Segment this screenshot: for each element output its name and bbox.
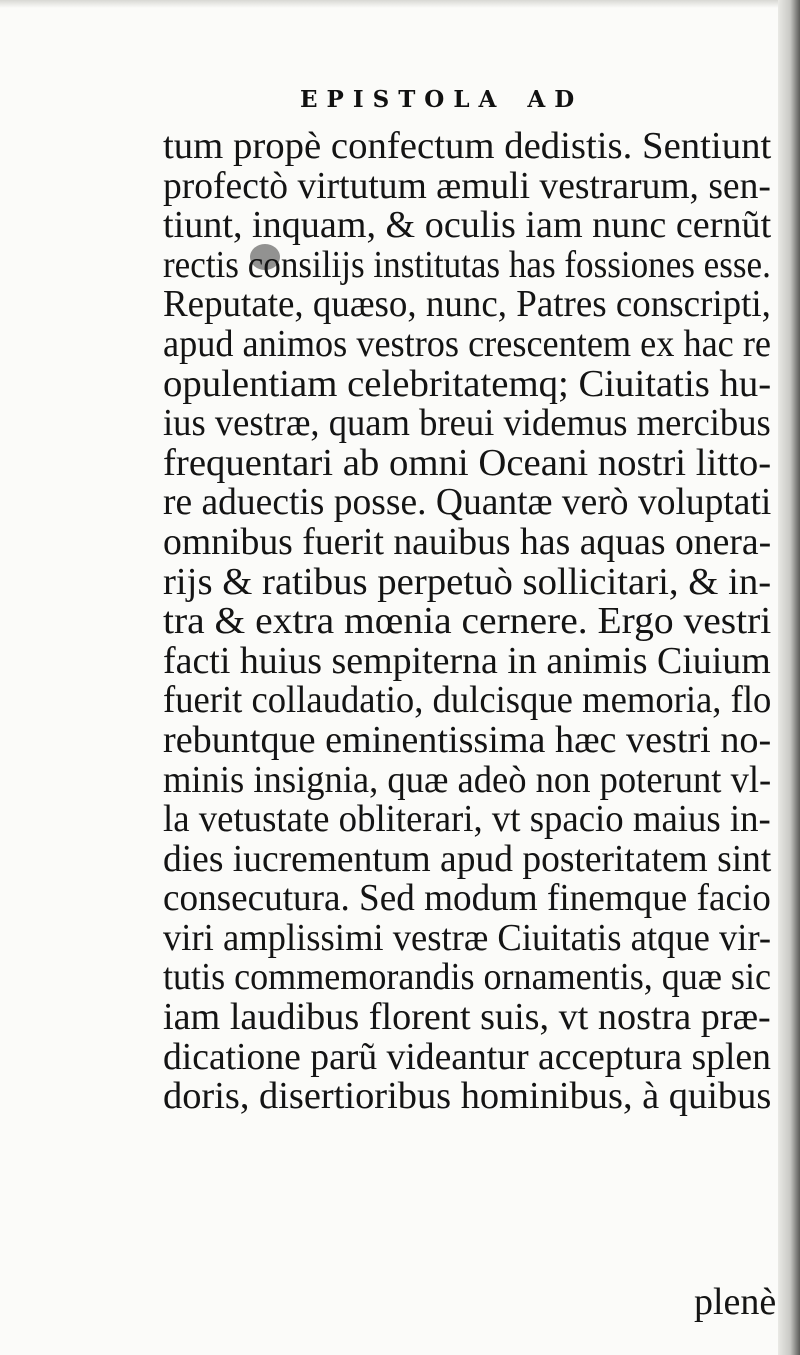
text-line: frequentari ab omni Oceani nostri litto- <box>163 441 772 484</box>
text-line: tiunt, inquam, & oculis iam nunc cernũt <box>163 204 772 247</box>
text-line: fuerit collaudatio, dulcisque memoria, flo <box>163 679 772 722</box>
text-line: minis insignia, quæ adeò non poterunt vl- <box>163 758 772 801</box>
text-line: opulentiam celebritatemq; Ciuitatis hu- <box>163 362 772 405</box>
body-text <box>163 127 771 1117</box>
running-head-word-1: EPISTOLA <box>300 86 506 113</box>
text-line: tutis commemorandis ornamentis, quæ sic <box>163 956 771 999</box>
text-line: omnibus fuerit nauibus has aquas onera- <box>163 520 772 563</box>
text-line: tra & extra mœnia cernere. Ergo vestri <box>163 600 772 643</box>
text-line: ius vestræ, quam breui videmus mercibus <box>163 402 771 445</box>
text-line: profectò virtutum æmuli vestrarum, sen- <box>163 164 771 207</box>
page-gutter-shadow <box>778 0 800 1355</box>
catchword: plenè <box>694 1281 777 1323</box>
running-head-word-2: AD <box>527 86 584 113</box>
text-line: doris, disertioribus hominibus, à quibus <box>163 1075 772 1118</box>
text-line: consecutura. Sed modum finemque facio <box>163 877 771 920</box>
text-line: la vetustate obliterari, vt spacio maius in- <box>163 798 771 841</box>
text-line: dies iucrementum apud posteritatem sint <box>163 837 772 880</box>
text-line: tum propè confectum dedistis. Sentiunt <box>163 125 772 167</box>
text-line: rectis consilijs institutas has fossiones esse. <box>163 243 771 286</box>
text-line: rijs & ratibus perpetuò sollicitari, & in- <box>163 560 772 603</box>
text-line: Reputate, quæso, nunc, Patres conscripti, <box>163 283 771 326</box>
text-line: re aduectis posse. Quantæ verò voluptati <box>163 481 772 524</box>
text-line: viri amplissimi vestræ Ciuitatis atque vir- <box>163 916 772 959</box>
text-line: iam laudibus florent suis, vt nostra præ- <box>163 996 771 1039</box>
text-line: rebuntque eminentissima hæc vestri no- <box>163 718 772 761</box>
text-line: apud animos vestros crescentem ex hac re <box>163 322 771 365</box>
text-line: facti huius sempiterna in animis Ciuium <box>163 639 771 682</box>
running-head <box>300 86 583 113</box>
page-top-shadow <box>0 0 800 8</box>
text-line: dicatione parũ videantur acceptura splen <box>163 1035 771 1078</box>
